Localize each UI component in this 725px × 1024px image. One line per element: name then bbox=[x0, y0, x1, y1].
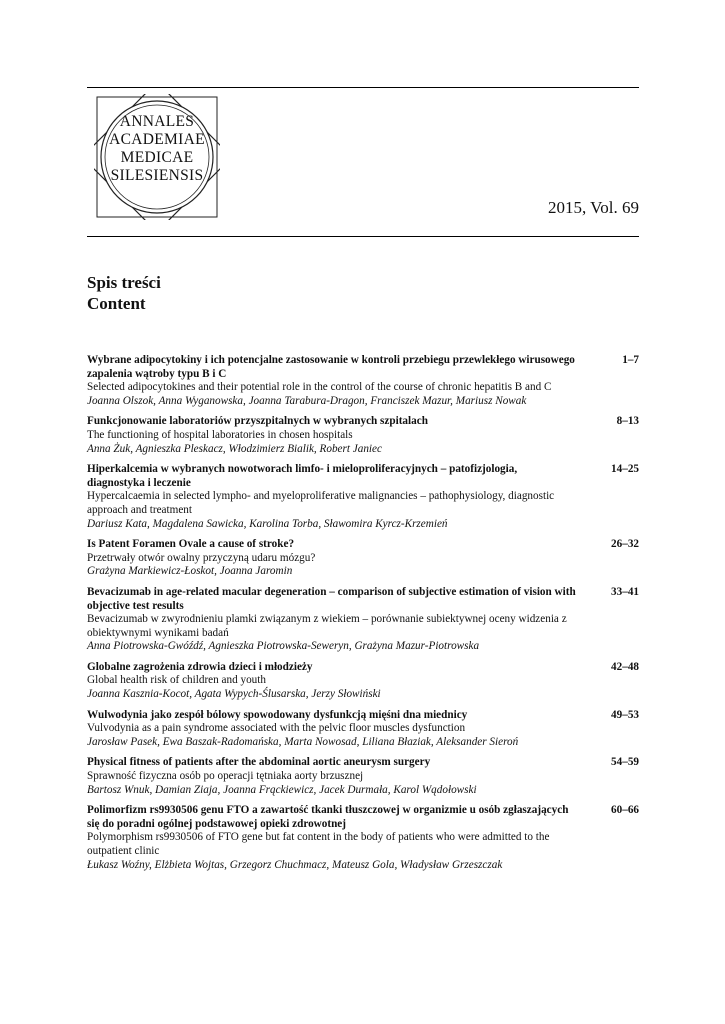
page-range: 1–7 bbox=[622, 354, 639, 366]
toc-entry[interactable] bbox=[87, 709, 639, 750]
toc-entry-body bbox=[87, 354, 577, 408]
article-translated-title: Przetrwały otwór owalny przyczyną udaru mózgu? bbox=[87, 551, 316, 564]
logo-line: MEDICAE bbox=[120, 149, 194, 166]
toc-entry[interactable] bbox=[87, 463, 639, 531]
article-translated-title: Bevacizumab w zwyrodnieniu plamki związanym z wiekiem – porównanie subiektywnej oceny widzenia z obiektywnymi wynikami badań bbox=[87, 613, 567, 639]
bottom-rule bbox=[87, 236, 639, 237]
heading-english: Content bbox=[87, 294, 146, 313]
toc-entry-body bbox=[87, 756, 577, 797]
article-authors: Anna Piotrowska-Gwóźdź, Agnieszka Piotrowska-Seweryn, Grażyna Mazur-Piotrowska bbox=[87, 640, 480, 653]
heading-polish: Spis treści bbox=[87, 273, 161, 292]
logo-line: SILESIENSIS bbox=[110, 167, 204, 184]
toc-entry[interactable] bbox=[87, 586, 639, 654]
page-range: 26–32 bbox=[611, 538, 639, 551]
toc-entry[interactable] bbox=[87, 415, 639, 456]
article-authors: Grażyna Markiewicz-Łoskot, Joanna Jaromin bbox=[87, 565, 293, 578]
article-title: Wulwodynia jako zespół bólowy spowodowany dysfunkcją mięśni dna miednicy bbox=[87, 708, 468, 721]
page-heading bbox=[87, 272, 161, 314]
toc-entry-body bbox=[87, 804, 577, 872]
article-authors: Jarosław Pasek, Ewa Baszak-Radomańska, Marta Nowosad, Liliana Błaziak, Aleksander Sieroń bbox=[87, 735, 519, 748]
journal-logo-text bbox=[94, 113, 220, 185]
article-authors: Dariusz Kata, Magdalena Sawicka, Karolina Torba, Sławomira Kyrcz-Krzemień bbox=[87, 517, 448, 530]
article-authors: Joanna Olszok, Anna Wyganowska, Joanna Tarabura-Dragon, Franciszek Mazur, Mariusz Nowak bbox=[87, 394, 527, 407]
article-translated-title: Hypercalcaemia in selected lympho- and myeloproliferative malignancies – pathophysiology, diagnostic approach and treatment bbox=[87, 490, 555, 516]
article-title: Bevacizumab in age-related macular degeneration – comparison of subjective estimation of vision with objective test results bbox=[87, 585, 576, 612]
page-range: 14–25 bbox=[611, 463, 639, 476]
top-rule bbox=[87, 87, 639, 88]
article-title: Polimorfizm rs9930506 genu FTO a zawartość tkanki tłuszczowej w organizmie u osób zgłaszających się do poradni ogólnej podstawowej opieki zdrowotnej bbox=[87, 804, 569, 830]
toc-entry-body bbox=[87, 463, 577, 531]
article-authors: Anna Żuk, Agnieszka Pleskacz, Włodzimierz Bialik, Robert Janiec bbox=[87, 442, 382, 455]
article-title: Is Patent Foramen Ovale a cause of stroke? bbox=[87, 538, 295, 551]
toc-entry-body bbox=[87, 586, 577, 654]
article-translated-title: Vulvodynia as a pain syndrome associated with the pelvic floor muscles dysfunction bbox=[87, 722, 466, 735]
article-translated-title: Selected adipocytokines and their potential role in the control of the course of chronic hepatitis B and C bbox=[87, 381, 552, 394]
article-title: Wybrane adipocytokiny i ich potencjalne zastosowanie w kontroli przebiegu przewlekłego wirusowego zapalenia wątroby typu B i C bbox=[87, 354, 575, 380]
article-authors: Łukasz Woźny, Elżbieta Wojtas, Grzegorz Chuchmacz, Mateusz Gola, Władysław Grzeszczak bbox=[87, 858, 503, 871]
toc-entry-body bbox=[87, 415, 577, 456]
page-range: 42–48 bbox=[611, 660, 639, 673]
toc-entry[interactable] bbox=[87, 661, 639, 702]
logo-line: ACADEMIAE bbox=[109, 131, 205, 148]
toc-entry-body bbox=[87, 709, 577, 750]
page-range: 33–41 bbox=[611, 585, 639, 598]
logo-line: ANNALES bbox=[119, 113, 195, 130]
article-translated-title: Sprawność fizyczna osób po operacji tętniaka aorty brzusznej bbox=[87, 770, 364, 783]
page-range: 8–13 bbox=[616, 415, 639, 428]
article-authors: Joanna Kasznia-Kocot, Agata Wypych-Ślusarska, Jerzy Słowiński bbox=[87, 688, 381, 701]
article-translated-title: The functioning of hospital laboratories in chosen hospitals bbox=[87, 428, 353, 441]
toc-entry-body bbox=[87, 538, 577, 579]
toc-entry-body bbox=[87, 661, 577, 702]
page-range: 54–59 bbox=[611, 756, 639, 769]
toc-entry[interactable] bbox=[87, 354, 639, 408]
toc-entry[interactable] bbox=[87, 538, 639, 579]
page-range: 60–66 bbox=[611, 804, 639, 817]
volume-label: 2015, Vol. 69 bbox=[547, 198, 639, 217]
table-of-contents bbox=[87, 354, 639, 879]
toc-entry[interactable] bbox=[87, 756, 639, 797]
toc-entry[interactable] bbox=[87, 804, 639, 872]
article-authors: Bartosz Wnuk, Damian Ziaja, Joanna Frąckiewicz, Jacek Durmała, Karol Wądołowski bbox=[87, 783, 477, 796]
article-title: Funkcjonowanie laboratoriów przyszpitalnych w wybranych szpitalach bbox=[87, 415, 428, 428]
article-translated-title: Polymorphism rs9930506 of FTO gene but fat content in the body of patients who were admitted to the outpatient clinic bbox=[87, 831, 550, 857]
article-title: Physical fitness of patients after the abdominal aortic aneurysm surgery bbox=[87, 756, 431, 769]
article-translated-title: Global health risk of children and youth bbox=[87, 674, 266, 687]
article-title: Globalne zagrożenia zdrowia dzieci i młodzieży bbox=[87, 660, 313, 673]
article-title: Hiperkalcemia w wybranych nowotworach limfo- i mieloproliferacyjnych – patofizjologia, diagnostyka i leczenie bbox=[87, 463, 518, 489]
page-range: 49–53 bbox=[611, 708, 639, 721]
